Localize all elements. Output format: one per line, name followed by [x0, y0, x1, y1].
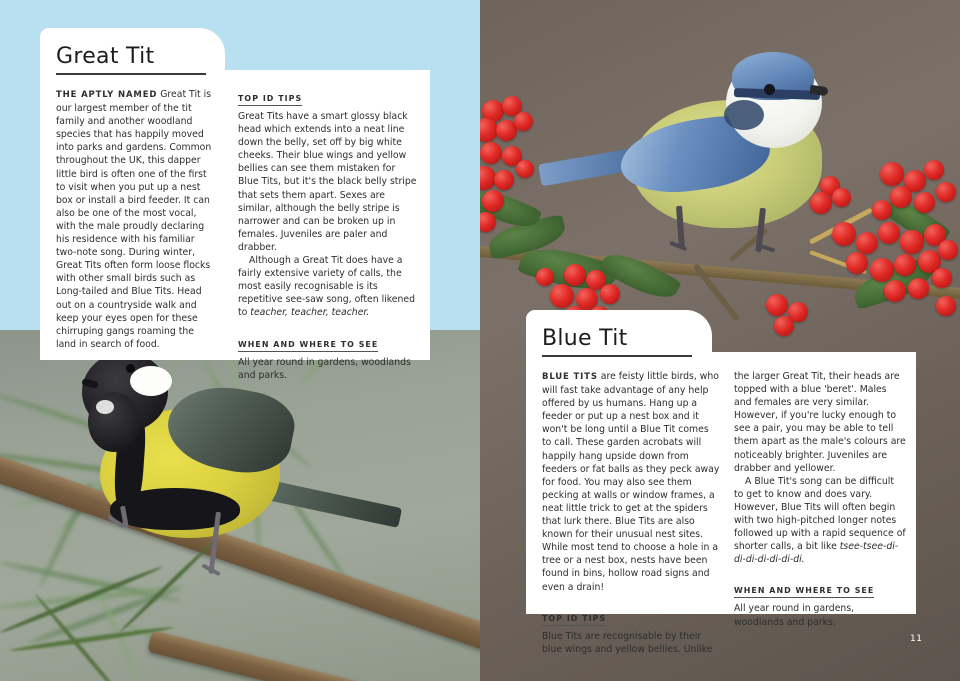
great-tit-intro-body: Great Tit is our largest member of the tit family and another woodland species that has happily moved into parks and gardens. Common throughout the UK, this dapper little bird is often one of the first to visit when you put up a nest box or install a bird feeder. It can also be one of the most vocal, with the male proudly declaring his residence with his familiar two-note song. During winter, Great Tits often form loose flocks with other small birds such as Long-tailed and Blue Tits. Head out on a countryside walk and keep your eyes open for these chirruping gangs roaming the land in search of food. — [56, 89, 212, 350]
text: A Blue Tit's song can be difficult to get to know and does vary. However, Blue Tits will often begin with two high-pitched longer notes followed up with a rapid sequence of shorter calls, a bit like — [734, 475, 906, 553]
great-tit-heading-wrap — [56, 44, 206, 75]
great-tit-column-1 — [56, 88, 214, 351]
great-tit-top-id-tips-heading: TOP ID TIPS — [238, 94, 302, 106]
great-tit-when-where-body: All year round in gardens, woodlands and parks. — [238, 356, 411, 381]
blue-tit-song-mnemonic: tsee-tsee-di-di-di-di-di-di-di. — [734, 541, 899, 566]
great-tit-intro-paragraph — [56, 88, 214, 351]
blue-tit-top-id-tips-col2 — [734, 370, 906, 566]
great-tit-song-mnemonic: teacher, teacher, teacher. — [250, 307, 370, 319]
great-tit-when-where-heading: WHEN AND WHERE TO SEE — [238, 340, 378, 352]
page-number: 11 — [910, 634, 923, 644]
great-tit-photo — [0, 330, 480, 681]
paragraph: Great Tits have a smart glossy black head which extends into a neat line down the belly, set off by big white cheeks. Their blue wings and yellow bellies can see them mistaken for Blue Tits, but it's the black belly stripe that sets them apart. Sexes are similar, although the belly stripe is narrower and can be broken up in females. Juveniles are paler and drabber. — [238, 111, 417, 253]
blue-tit-column-1 — [542, 370, 720, 656]
text: Although a Great Tit does have a fairly extensive variety of calls, the most easily recognisable is its repetitive see-saw song, often likened to — [238, 255, 416, 319]
paragraph — [542, 370, 720, 594]
blue-tit-heading-wrap — [542, 326, 692, 357]
great-tit-top-id-tips-body — [238, 110, 418, 320]
paragraph — [238, 254, 418, 319]
blue-tit-intro — [542, 370, 720, 594]
great-tit-lead-in: THE APTLY NAMED — [56, 90, 158, 100]
spacer — [542, 594, 720, 608]
paragraph: the larger Great Tit, their heads are topped with a blue 'beret'. Males and females are very similar. However, if you're lucky enough to see a pair, you may be able to tell them apart as the male's colours are noticeably brighter. Juveniles are drabber and yellower. — [734, 371, 906, 474]
paragraph — [734, 475, 906, 567]
right-page — [480, 0, 960, 681]
blue-tit-when-where-heading: WHEN AND WHERE TO SEE — [734, 586, 874, 598]
blue-tit-title: Blue Tit — [542, 326, 628, 351]
great-tit-column-2 — [238, 88, 418, 382]
title-underline — [56, 73, 206, 75]
spacer — [734, 566, 906, 580]
blue-tit-lead-in: BLUE TITS — [542, 372, 598, 382]
title-underline — [542, 355, 692, 357]
blue-tit-top-id-tips-col1: Blue Tits are recognisable by their blue wings and yellow bellies. Unlike — [542, 630, 713, 655]
spacer — [238, 320, 418, 334]
blue-tit-top-id-tips-heading: TOP ID TIPS — [542, 614, 606, 626]
great-tit-title: Great Tit — [56, 44, 155, 69]
blue-tit-when-where-body: All year round in gardens, woodlands and parks. — [734, 603, 855, 628]
blue-tit-intro-body: are feisty little birds, who will fast take advantage of any help offered by us humans. Hang up a feeder or put up a nest box and it won't be long until a Blue Tit comes to call. These garden acrobats will happily hang upside down from feeders or fat balls as they peck away for food. You may also see them pecking at walls or window frames, a neat little trick to get at the spiders that lurk there. Blue Tits are also known for their unusual nest sites. While most tend to choose a hole in a tree or a nest box, nests have been found in bins, hollow road signs and even a drain! — [542, 371, 720, 593]
blue-tit-column-2 — [734, 370, 906, 629]
